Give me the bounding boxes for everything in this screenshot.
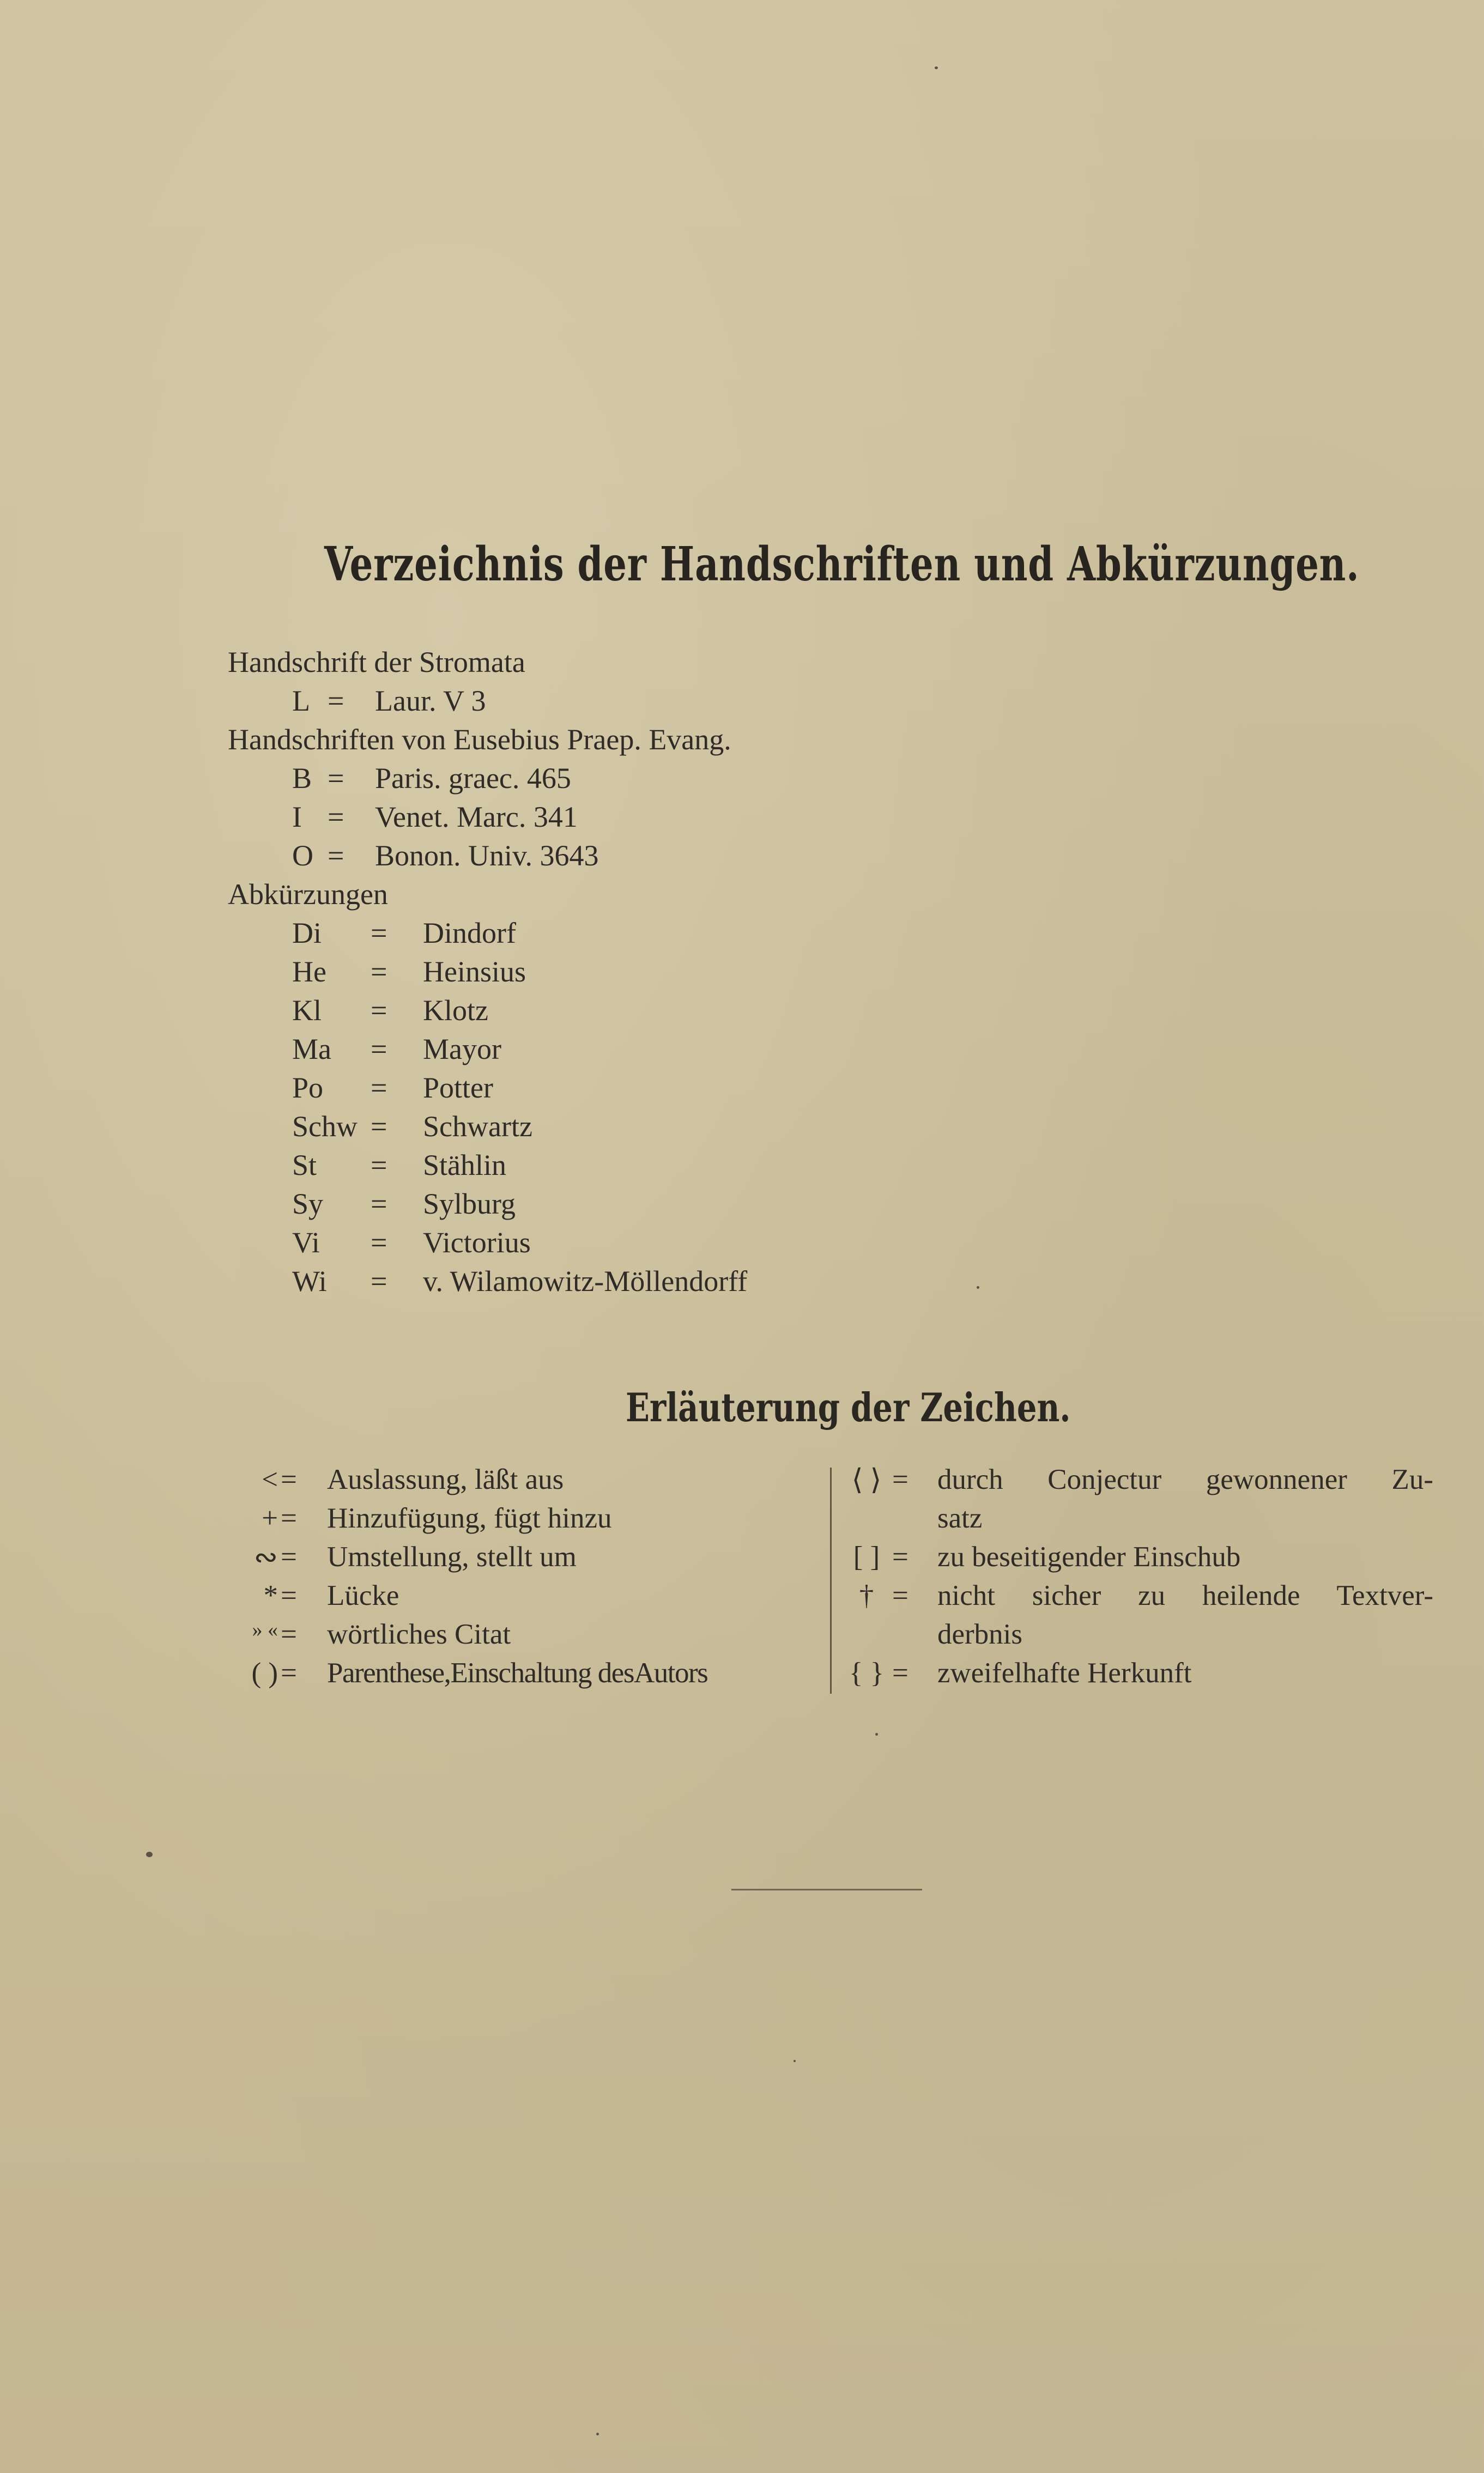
equals-sign: = bbox=[371, 1110, 387, 1143]
sign-meaning: zu beseitigender Einschub bbox=[937, 1541, 1241, 1573]
manuscript-entry bbox=[228, 798, 731, 837]
abbreviation-entry bbox=[228, 1146, 731, 1185]
equals-sign: = bbox=[371, 1265, 387, 1298]
signs-right-column bbox=[847, 1463, 1436, 1695]
abbreviation: Sy bbox=[292, 1187, 324, 1220]
equals-sign: = bbox=[371, 1149, 387, 1181]
sign-entry bbox=[223, 1618, 828, 1657]
paper-speck bbox=[596, 2433, 599, 2435]
abbreviation: He bbox=[292, 955, 326, 988]
sign-symbol: † bbox=[859, 1580, 874, 1611]
stromata-heading: Handschrift der Stromata bbox=[228, 646, 525, 678]
equals-sign: = bbox=[371, 955, 387, 988]
manuscript-entry bbox=[228, 837, 731, 875]
sign-entry-continuation bbox=[847, 1502, 1436, 1541]
abbreviation-entry bbox=[228, 1107, 731, 1146]
sign-meaning: Umstellung, stellt um bbox=[327, 1541, 577, 1573]
abbreviation-entry bbox=[228, 1185, 731, 1223]
sign-meaning: Lücke bbox=[327, 1580, 399, 1611]
sign-symbol: ⟨ ⟩ bbox=[851, 1464, 882, 1496]
paper-speck bbox=[875, 1733, 878, 1736]
sign-entry bbox=[223, 1579, 828, 1618]
sign-entry bbox=[223, 1502, 828, 1541]
closing-rule bbox=[731, 1889, 922, 1890]
sign-meaning: Hinzufügung, fügt hinzu bbox=[327, 1502, 612, 1534]
manuscript-name: Bonon. Univ. 3643 bbox=[375, 839, 599, 872]
sign-entry-continuation bbox=[847, 1618, 1436, 1657]
editor-name: Mayor bbox=[423, 1033, 501, 1065]
equals-sign: = bbox=[892, 1657, 908, 1689]
sign-meaning: durch Conjectur gewonnener Zu- bbox=[937, 1464, 1433, 1495]
equals-sign: = bbox=[892, 1464, 908, 1495]
abbreviation: Kl bbox=[292, 994, 322, 1027]
manuscript-name: Venet. Marc. 341 bbox=[375, 801, 578, 833]
equals-sign: = bbox=[892, 1541, 908, 1573]
equals-sign: = bbox=[371, 1187, 387, 1220]
paper-speck bbox=[146, 1852, 153, 1857]
sign-entry bbox=[223, 1657, 828, 1695]
equals-sign: = bbox=[371, 1033, 387, 1065]
sign-symbol: [ ] bbox=[853, 1541, 880, 1573]
abbreviation: St bbox=[292, 1149, 317, 1181]
sign-symbol: ( ) bbox=[251, 1657, 278, 1689]
equals-sign: = bbox=[371, 1226, 387, 1259]
manuscript-entry bbox=[228, 682, 731, 720]
sign-symbol: ∾ bbox=[253, 1542, 278, 1573]
editor-name: Schwartz bbox=[423, 1110, 532, 1143]
column-divider bbox=[830, 1468, 832, 1694]
paper-speck bbox=[935, 66, 938, 69]
equals-sign: = bbox=[892, 1580, 908, 1611]
equals-sign: = bbox=[281, 1619, 297, 1650]
equals-sign: = bbox=[328, 684, 344, 717]
editor-name: Stählin bbox=[423, 1149, 507, 1181]
signs-table bbox=[223, 1463, 1436, 1703]
sign-entry bbox=[847, 1541, 1436, 1579]
editor-name: Sylburg bbox=[423, 1187, 516, 1220]
abbreviation: Di bbox=[292, 917, 322, 949]
signs-heading: Erläuterung der Zeichen. bbox=[626, 1384, 1071, 1431]
abbreviation: Wi bbox=[292, 1265, 327, 1298]
abbreviation-entry bbox=[228, 914, 731, 953]
siglum: L bbox=[292, 684, 310, 717]
sign-entry bbox=[223, 1463, 828, 1502]
sign-meaning: derbnis bbox=[937, 1619, 1023, 1650]
equals-sign: = bbox=[281, 1580, 297, 1611]
equals-sign: = bbox=[371, 917, 387, 949]
abbreviation: Vi bbox=[292, 1226, 320, 1259]
equals-sign: = bbox=[328, 762, 344, 795]
abbreviation: Po bbox=[292, 1071, 324, 1104]
manuscript-entry bbox=[228, 759, 731, 798]
sign-meaning: wörtliches Citat bbox=[327, 1619, 511, 1650]
manuscript-listing bbox=[228, 643, 748, 1301]
abbreviation-entry bbox=[228, 953, 731, 991]
editor-name: Victorius bbox=[423, 1226, 531, 1259]
abbreviation: Schw bbox=[292, 1110, 358, 1143]
equals-sign: = bbox=[281, 1464, 297, 1495]
sign-symbol: { } bbox=[849, 1657, 885, 1689]
equals-sign: = bbox=[328, 801, 344, 833]
abbreviation: Ma bbox=[292, 1033, 331, 1065]
equals-sign: = bbox=[281, 1657, 297, 1689]
abbreviation-entry bbox=[228, 991, 731, 1030]
abbreviations-heading: Abkürzungen bbox=[228, 878, 388, 911]
abbreviation-entry bbox=[228, 1223, 731, 1262]
equals-sign: = bbox=[371, 994, 387, 1027]
equals-sign: = bbox=[328, 839, 344, 872]
equals-sign: = bbox=[371, 1071, 387, 1104]
sign-entry bbox=[847, 1657, 1436, 1695]
siglum: B bbox=[292, 762, 312, 795]
sign-entry bbox=[847, 1579, 1436, 1618]
abbreviation-entry bbox=[228, 1030, 731, 1069]
sign-symbol: * bbox=[263, 1580, 278, 1611]
sign-meaning: Parenthese,Einschaltung desAutors bbox=[327, 1657, 708, 1689]
editor-name: Heinsius bbox=[423, 955, 526, 988]
paper-speck bbox=[794, 2060, 796, 2062]
editor-name: Potter bbox=[423, 1071, 493, 1104]
sign-symbol: » « bbox=[252, 1619, 278, 1641]
siglum: I bbox=[292, 801, 302, 833]
sign-meaning: nicht sicher zu heilende Textver- bbox=[937, 1580, 1433, 1611]
page-title: Verzeichnis der Handschriften und Abkürzungen. bbox=[324, 537, 1360, 592]
signs-left-column bbox=[223, 1463, 828, 1695]
sign-meaning: Auslassung, läßt aus bbox=[327, 1464, 564, 1495]
editor-name: v. Wilamowitz-Möllendorff bbox=[423, 1265, 748, 1298]
eusebius-heading: Handschriften von Eusebius Praep. Evang. bbox=[228, 723, 731, 756]
equals-sign: = bbox=[281, 1502, 297, 1534]
sign-symbol: + bbox=[262, 1502, 278, 1534]
siglum: O bbox=[292, 839, 313, 872]
sign-symbol: < bbox=[262, 1464, 278, 1495]
equals-sign: = bbox=[281, 1541, 297, 1573]
paper-speck bbox=[977, 1286, 979, 1289]
manuscript-name: Paris. graec. 465 bbox=[375, 762, 571, 795]
editor-name: Dindorf bbox=[423, 917, 516, 949]
abbreviation-entry bbox=[228, 1069, 731, 1107]
sign-meaning: satz bbox=[937, 1502, 983, 1534]
editor-name: Klotz bbox=[423, 994, 488, 1027]
sign-entry bbox=[223, 1541, 828, 1579]
manuscript-name: Laur. V 3 bbox=[375, 684, 486, 717]
sign-meaning: zweifelhafte Herkunft bbox=[937, 1657, 1192, 1689]
sign-entry bbox=[847, 1463, 1436, 1502]
abbreviation-entry bbox=[228, 1262, 748, 1301]
